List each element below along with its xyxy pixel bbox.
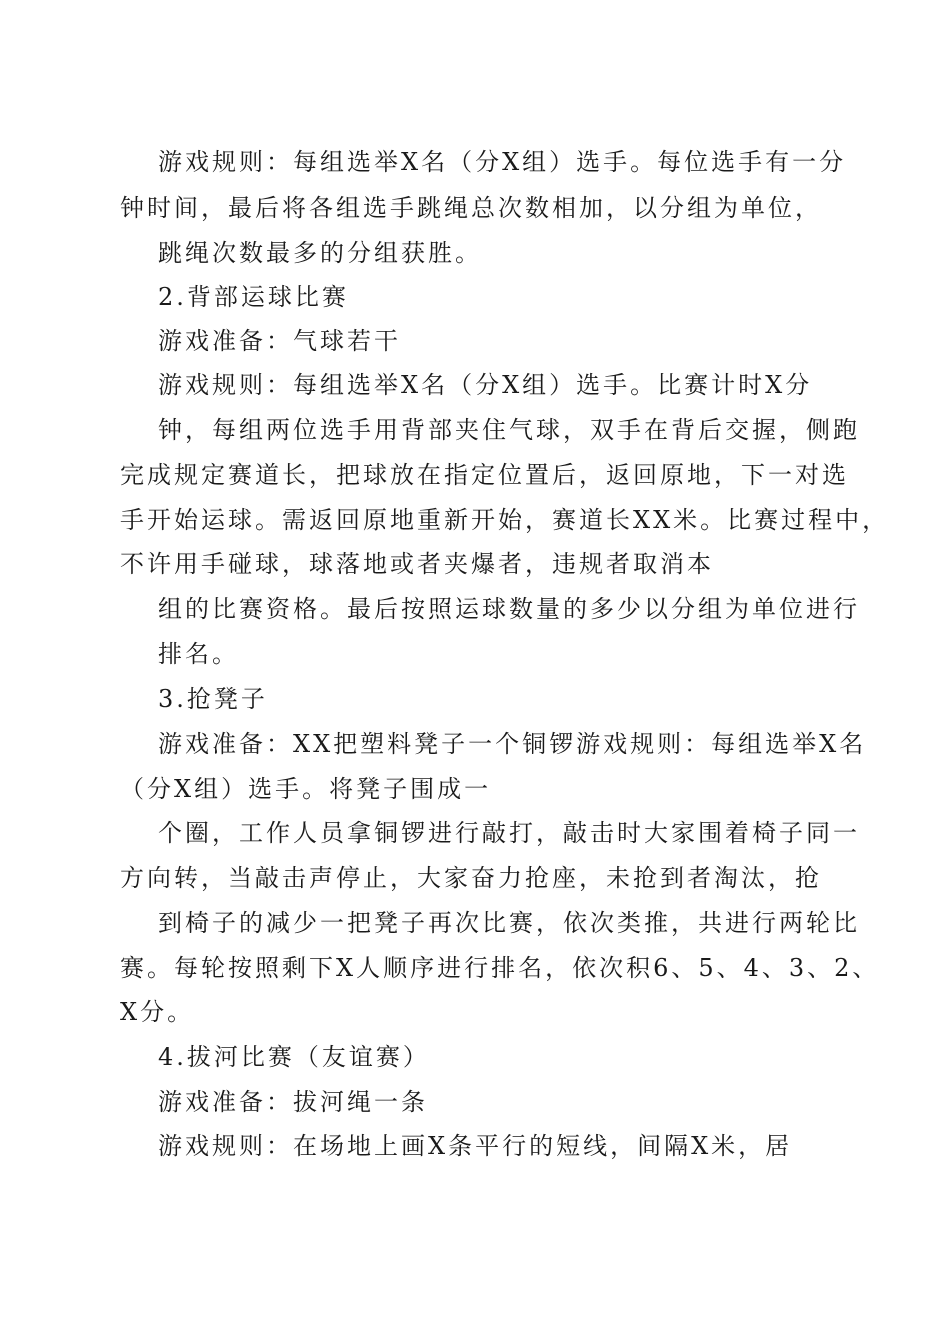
text-line: 完成规定赛道长，把球放在指定位置后，返回原地，下一对选 — [120, 461, 849, 489]
text-line: 钟，每组两位选手用背部夹住气球，双手在背后交握，侧跑 — [158, 416, 860, 444]
text-line: 排名。 — [158, 640, 239, 668]
text-line: （分X组）选手。将凳子围成一 — [120, 775, 492, 803]
section-heading: 2.背部运球比赛 — [158, 283, 349, 311]
text-line: 游戏准备：气球若干 — [158, 327, 401, 355]
text-line: 游戏规则：每组选举X名（分X组）选手。每位选手有一分 — [158, 148, 847, 176]
text-line: 到椅子的减少一把凳子再次比赛，依次类推，共进行两轮比 — [158, 909, 860, 937]
text-line: 游戏准备：拔河绳一条 — [158, 1088, 428, 1116]
text-line: 游戏准备：XX把塑料凳子一个铜锣游戏规则：每组选举X名 — [158, 730, 867, 758]
text-line: 跳绳次数最多的分组获胜。 — [158, 239, 482, 267]
text-line: 游戏规则：每组选举X名（分X组）选手。比赛计时X分 — [158, 371, 813, 399]
text-line: 组的比赛资格。最后按照运球数量的多少以分组为单位进行 — [158, 595, 860, 623]
text-line: 不许用手碰球，球落地或者夹爆者，违规者取消本 — [120, 550, 714, 578]
text-line: X分。 — [120, 998, 195, 1026]
text-line: 方向转，当敲击声停止，大家奋力抢座，未抢到者淘汰，抢 — [120, 864, 822, 892]
text-line: 赛。每轮按照剩下X人顺序进行排名，依次积6、5、4、3、2、 — [120, 954, 880, 982]
text-line: 钟时间，最后将各组选手跳绳总次数相加，以分组为单位， — [120, 194, 822, 222]
section-heading: 4.拔河比赛（友谊赛） — [158, 1043, 430, 1071]
section-heading: 3.抢凳子 — [158, 685, 268, 713]
text-line: 个圈，工作人员拿铜锣进行敲打，敲击时大家围着椅子同一 — [158, 819, 860, 847]
text-line: 游戏规则：在场地上画X条平行的短线，间隔X米，居 — [158, 1132, 793, 1160]
text-line: 手开始运球。需返回原地重新开始，赛道长XX米。比赛过程中， — [120, 506, 890, 534]
